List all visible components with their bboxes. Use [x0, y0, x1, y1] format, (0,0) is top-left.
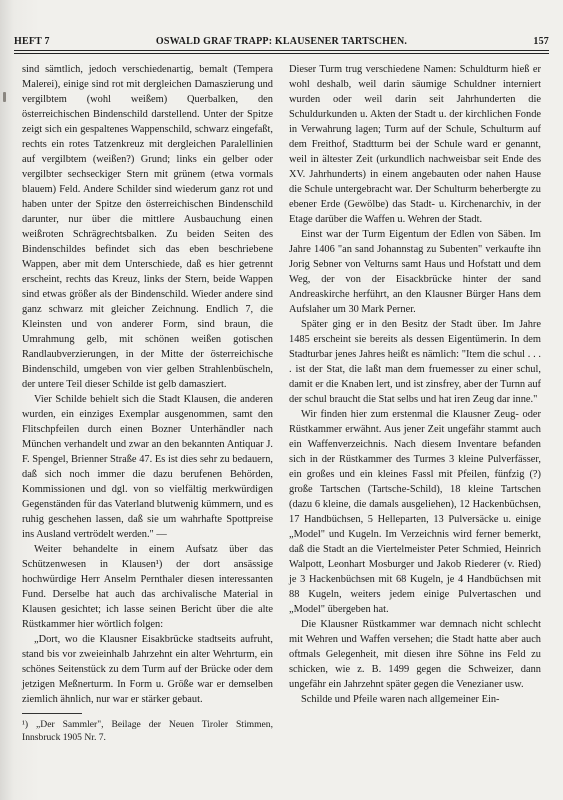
issue-label: HEFT 7: [14, 36, 50, 47]
footnote: ¹) „Der Sammler", Beilage der Neuen Tiroler Stimmen, Innsbruck 1905 Nr. 7.: [22, 718, 273, 743]
paragraph: Weiter behandelte in einem Aufsatz über das Schützenwesen in Klausen¹) der dort ansässige hochwürdige Herr Anselm Pernthaler diesen interessanten Fund. Derselbe hat auch das archivalische Material in Klausen gesichtet; ich lasse seinen Bericht über die alte Rüstkammer hier wörtlich folgen:: [22, 544, 273, 630]
paragraph: Dieser Turm trug verschiedene Namen: Schuldturm hieß er wohl deshalb, weil darin säumige Schuldner interniert wurden oder weil darin seit Jahrhunderten die Schuldurkunden u. Akten der Stadt u. der kirchlichen Fonde in Verwahrung lagen; Turm auf der Schule, Schulturm auf dem Freithof, Stadtturm bei der Schule ward er genannt, weil in ältester Zeit (urkundlich nachweisbar seit Ende des XV. Jahrhunderts) in einem angebauten oder nahen Hause die Schule untergebracht war. Der Schulturm beherbergte zu ebener Erde (Gewölbe) das Stadt- u. Kirchenarchiv, in der Etage darüber die Waffen u. Wehren der Stadt.: [289, 64, 541, 225]
article-title: OSWALD GRAF TRAPP: KLAUSENER TARTSCHEN.: [155, 36, 408, 47]
paragraph: Schilde und Pfeile waren nach allgemeiner Ein-: [301, 694, 500, 705]
left-column: [22, 62, 273, 744]
running-header: [14, 32, 549, 48]
header-rule-thin: [14, 53, 549, 54]
paragraph: Später ging er in den Besitz der Stadt über. Im Jahre 1485 erscheint sie bereits als dessen Eigentümerin. In dem Stadturbar jenes Jahres heißt es nämlich: "Item die schul . . . . ist der Stat, die laßt man dem fruemesser zu einer schul, damit er die Knaben lert, und ist zinsfrey, aber der Turnn auf der schul braucht die Stat selbs und hat iren Zeug dar inne.": [289, 319, 541, 405]
footnote-rule: [22, 713, 82, 714]
paragraph: Einst war der Turm Eigentum der Edlen von Säben. Im Jahre 1406 "an sand Johannstag zu Subenten" verkaufte ihn Jorig Sebner von Velturns samt Haus und Hofstatt und dem Weg, der von der Eisackbrücke hinter der sand Andreaskirche herführt, an den Klausner Bürger Hans dem Aufslaher um 30 Mark Perner.: [289, 229, 541, 315]
paragraph: sind sämtlich, jedoch verschiedenartig, bemalt (Tempera Malerei), einige sind rot mit dergleichen Damaszierung und vergilbtem (wohl weißem) Querbalken, den österreichischen Bindenschild darstellend. Unter der Spitze zeigt sich ein gespaltenes Wappenschild, schwarz eingefaßt, rechts ein rotes Tatzenkreuz mit dergleichen Paralellinien auf vergilbtem (weißen?) Grund; links ein gelber oder vergilbter sechseckiger Stern mit grünem (etwa vormals blauem) Feld. Andere Schilder sind wiederum ganz rot und haben unter der Spitze den österreichischen Bindenschild darunter, nur über die mittlere Ausbauchung einen weißroten Schrägrechtsbalken. Zu beiden Seiten des Bindenschildes befindet sich das eben beschriebene Wappen, aber mit dem Unterschiede, daß es hier getrennt erscheint, rechts das Kreuz, links der Stern, beide Wappen sind etwas größer als der Bindenschild. Wieder andere sind ganz schwarz mit gleicher Zeichnung. Endlich 7, die Kleinsten und von anderer Form, sind braun, die Umrahmung gelb, mit schönen weißen gotischen Randlaubverzierungen, in der Mitte der österreichische Bindenschild, umgeben von vier gelben Strahlenbüscheln, der untere Teil dieser Schilde ist gelb damasziert.: [22, 64, 273, 390]
paragraph: Wir finden hier zum erstenmal die Klausner Zeug- oder Rüstkammer erwähnt. Aus jener Zeit ungefähr stammt auch ein Waffenverzeichnis. Nach diesem Inventare befanden sich in der Rüstkammer des Turmes 3 kleine Pulverfässer, ein großes und ein kleines Fassl mit Pfeilen, fünfzig (?) große Tartschen (Tartsche-Schild), 18 kleine Tartschen (dazu 6 kleine, die damals ausgeliehen), 12 Hackenbüchsen, 17 Handbüchsen, 5 Helleparten, 13 Pulversäcke u. einige „Model" und Kugeln. Im Verzeichnis wird ferner bemerkt, daß die Stadt an die Viertelmeister Peter Schmied, Heinrich Walpott, Leonhart Mosburger und Jakob Riederer (v. Ried) je 3 Hackenbüchsen mit 68 Kugeln, je 4 Handbüchsen mit 88 Kugeln, weiters jedem einige Pulvertaschen und „Model" übergeben hat.: [289, 409, 541, 615]
margin-mark: [3, 92, 6, 102]
right-column: [289, 62, 541, 707]
header-rule: [14, 50, 549, 51]
paragraph: Die Klausner Rüstkammer war demnach nicht schlecht mit Wehren und Waffen versehen; die Stadt hatte aber auch oftmals Gelegenheit, mit diesen ihre Söhne ins Feld zu schicken, wie z. B. 1499 gegen die Schweizer, dann ungefähr ein Jahrzehnt später gegen die Venezianer usw.: [289, 619, 541, 690]
page-number: 157: [533, 36, 549, 47]
paragraph: Vier Schilde behielt sich die Stadt Klausen, die anderen wurden, ein einziges Exemplar ausgenommen, samt den Flitschpfeilen durch einen Bozner Unterhändler nach München verhandelt und zwar an den bekannten Antiquar J. F. Spengel, Brienner Straße 47. Es ist dies sehr zu bedauern, daß sich noch immer die dazu berufenen Behörden, Kommissionen und dgl. von so vielfältig merkwürdigen Gegenständen für das Vaterland blutwenig kümmern, und es ruhig geschehen lassen, daß sie um wahrhafte Spottpreise ins Ausland vertrödelt werden." —: [22, 394, 273, 540]
paragraph: „Dort, wo die Klausner Eisakbrücke stadtseits aufruht, stand bis vor zweieinhalb Jahrzehnt ein alter Wehrturm, ein schönes Seitenstück zu dem Turm auf der Brücke oder dem jetzigen Meßnerturm. In Form u. Größe war er demselben ziemlich ähnlich, nur war er stärker gebaut.: [22, 634, 273, 705]
